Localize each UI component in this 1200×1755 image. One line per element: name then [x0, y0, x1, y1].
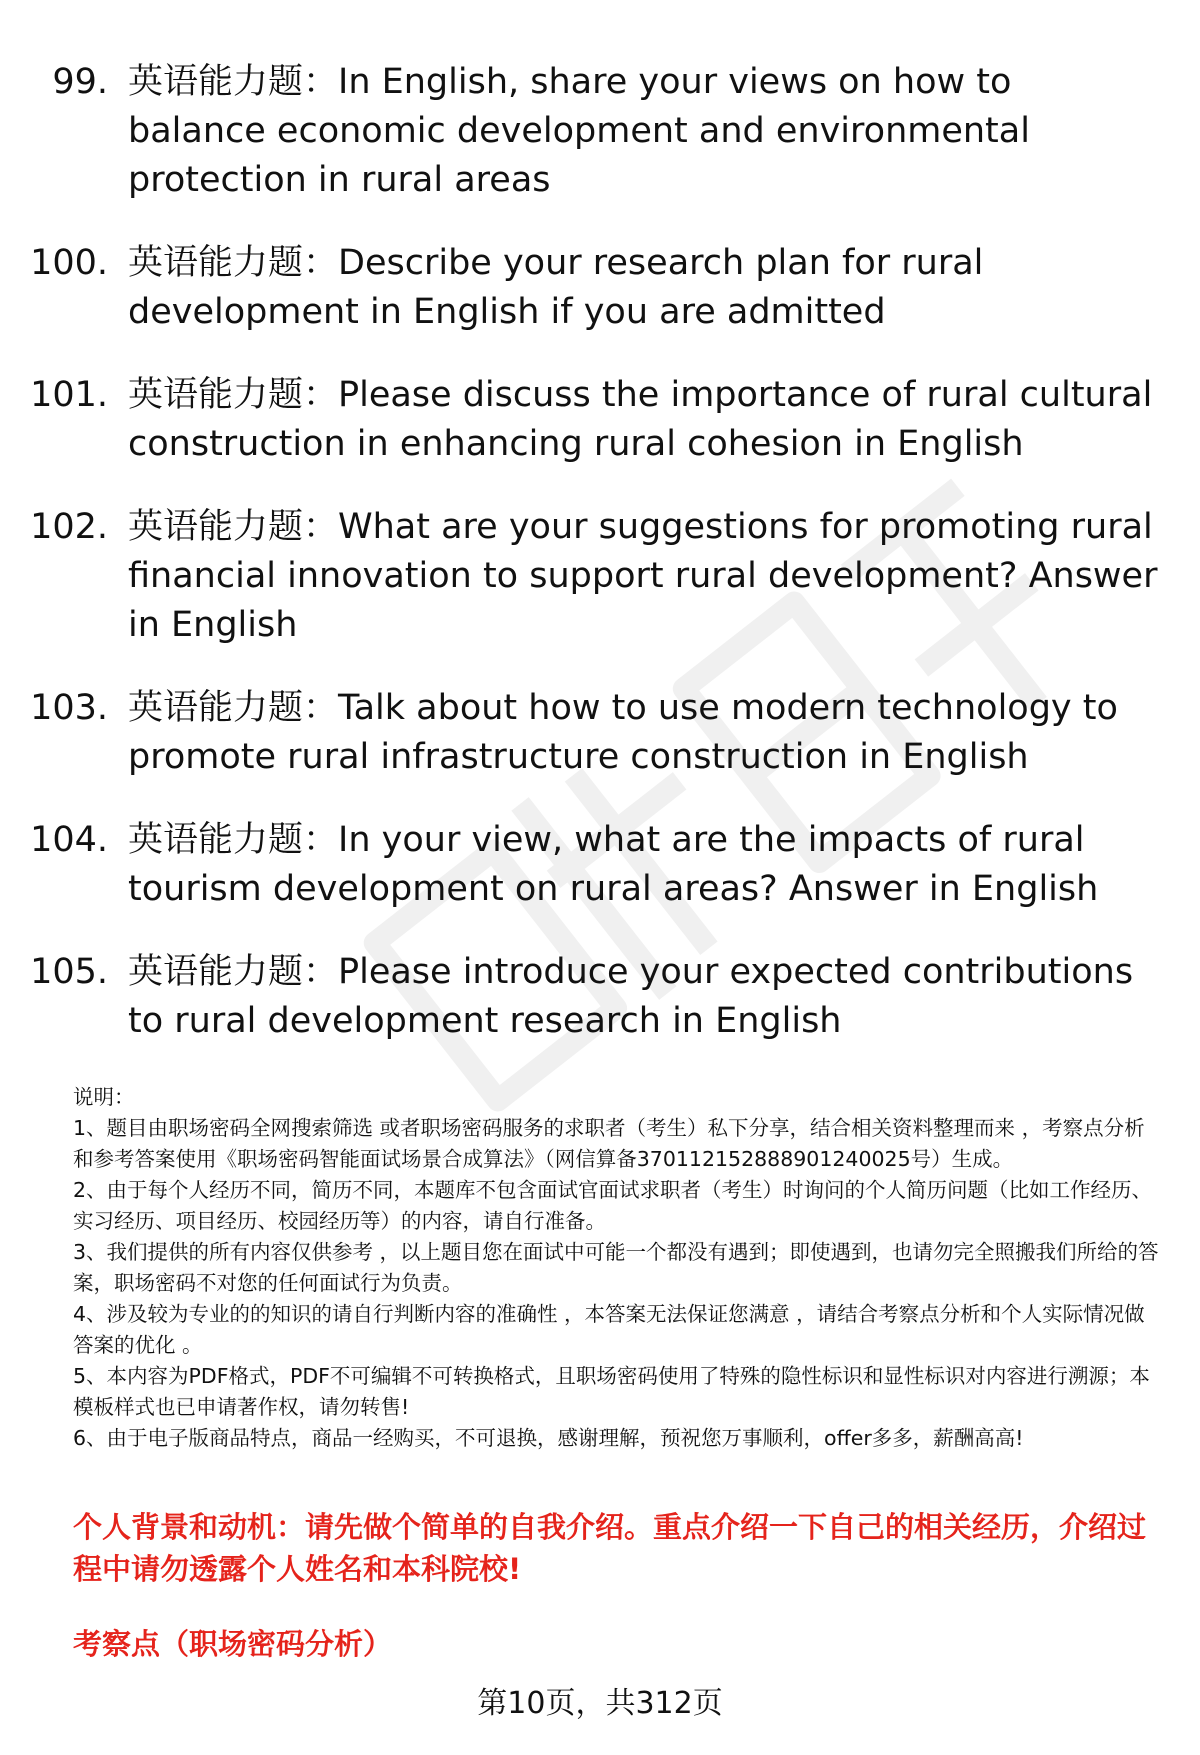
question-number: 104.	[30, 820, 108, 860]
question-number: 102.	[30, 507, 108, 547]
question-item	[0, 948, 1200, 1046]
notes-title: 说明：	[73, 1085, 135, 1109]
page-footer: 第10页，共312页	[477, 1686, 723, 1721]
question-number: 105.	[30, 952, 108, 992]
note-item: 3、我们提供的所有内容仅供参考 ，以上题目您在面试中可能一个都没有遇到；即使遇到，也请勿完全照搬我们所给的答案，职场密码不对您的任何面试行为负责。	[73, 1240, 1159, 1295]
interview-prompt-text: 个人背景和动机：请先做个简单的自我介绍。重点介绍一下自己的相关经历，介绍过程中请勿透露个人姓名和本科院校!	[73, 1510, 1147, 1586]
question-text: 英语能力题：Please introduce your expected contributions to rural development research in English	[128, 952, 1134, 1041]
question-text: 英语能力题：In English, share your views on how to balance economic development and environmental protection in rural areas	[128, 62, 1030, 200]
interview-prompt	[73, 1506, 1163, 1590]
question-item	[0, 684, 1200, 782]
question-text: 英语能力题：What are your suggestions for promoting rural financial innovation to support rural development? Answer in English	[128, 507, 1158, 645]
note-item: 6、由于电子版商品特点，商品一经购买，不可退换，感谢理解，预祝您万事顺利，offer多多，薪酬高高!	[73, 1426, 1024, 1450]
question-text: 英语能力题：Talk about how to use modern technology to promote rural infrastructure construction in English	[128, 688, 1118, 777]
question-text: 英语能力题：Describe your research plan for rural development in English if you are admitted	[128, 243, 984, 332]
question-number: 99.	[52, 62, 108, 102]
question-list	[0, 58, 1200, 1080]
question-number: 101.	[30, 375, 108, 415]
section-heading: 考察点（职场密码分析）	[73, 1627, 393, 1661]
notes-section	[73, 1082, 1163, 1454]
question-number: 100.	[30, 243, 108, 283]
note-item: 5、本内容为PDF格式，PDF不可编辑不可转换格式，且职场密码使用了特殊的隐性标识和显性标识对内容进行溯源；本模板样式也已申请著作权，请勿转售!	[73, 1364, 1150, 1419]
question-item	[0, 239, 1200, 337]
note-item: 4、涉及较为专业的的知识的请自行判断内容的准确性 ，本答案无法保证您满意 ，请结合考察点分析和个人实际情况做答案的优化 。	[73, 1302, 1145, 1357]
question-text: 英语能力题：In your view, what are the impacts of rural tourism development on rural areas? Answer in English	[128, 820, 1099, 909]
question-item	[0, 816, 1200, 914]
question-item	[0, 503, 1200, 650]
question-number: 103.	[30, 688, 108, 728]
question-item	[0, 58, 1200, 205]
note-item: 1、题目由职场密码全网搜索筛选 或者职场密码服务的求职者（考生）私下分享，结合相关资料整理而来 ，考察点分析和参考答案使用《职场密码智能面试场景合成算法》（网信算备370112152888901240025号）生成。	[73, 1116, 1145, 1171]
question-item	[0, 371, 1200, 469]
question-text: 英语能力题：Please discuss the importance of rural cultural construction in enhancing rural cohesion in English	[128, 375, 1153, 464]
note-item: 2、由于每个人经历不同，简历不同，本题库不包含面试官面试求职者（考生）时询问的个人简历问题（比如工作经历、实习经历、项目经历、校园经历等）的内容，请自行准备。	[73, 1178, 1153, 1233]
